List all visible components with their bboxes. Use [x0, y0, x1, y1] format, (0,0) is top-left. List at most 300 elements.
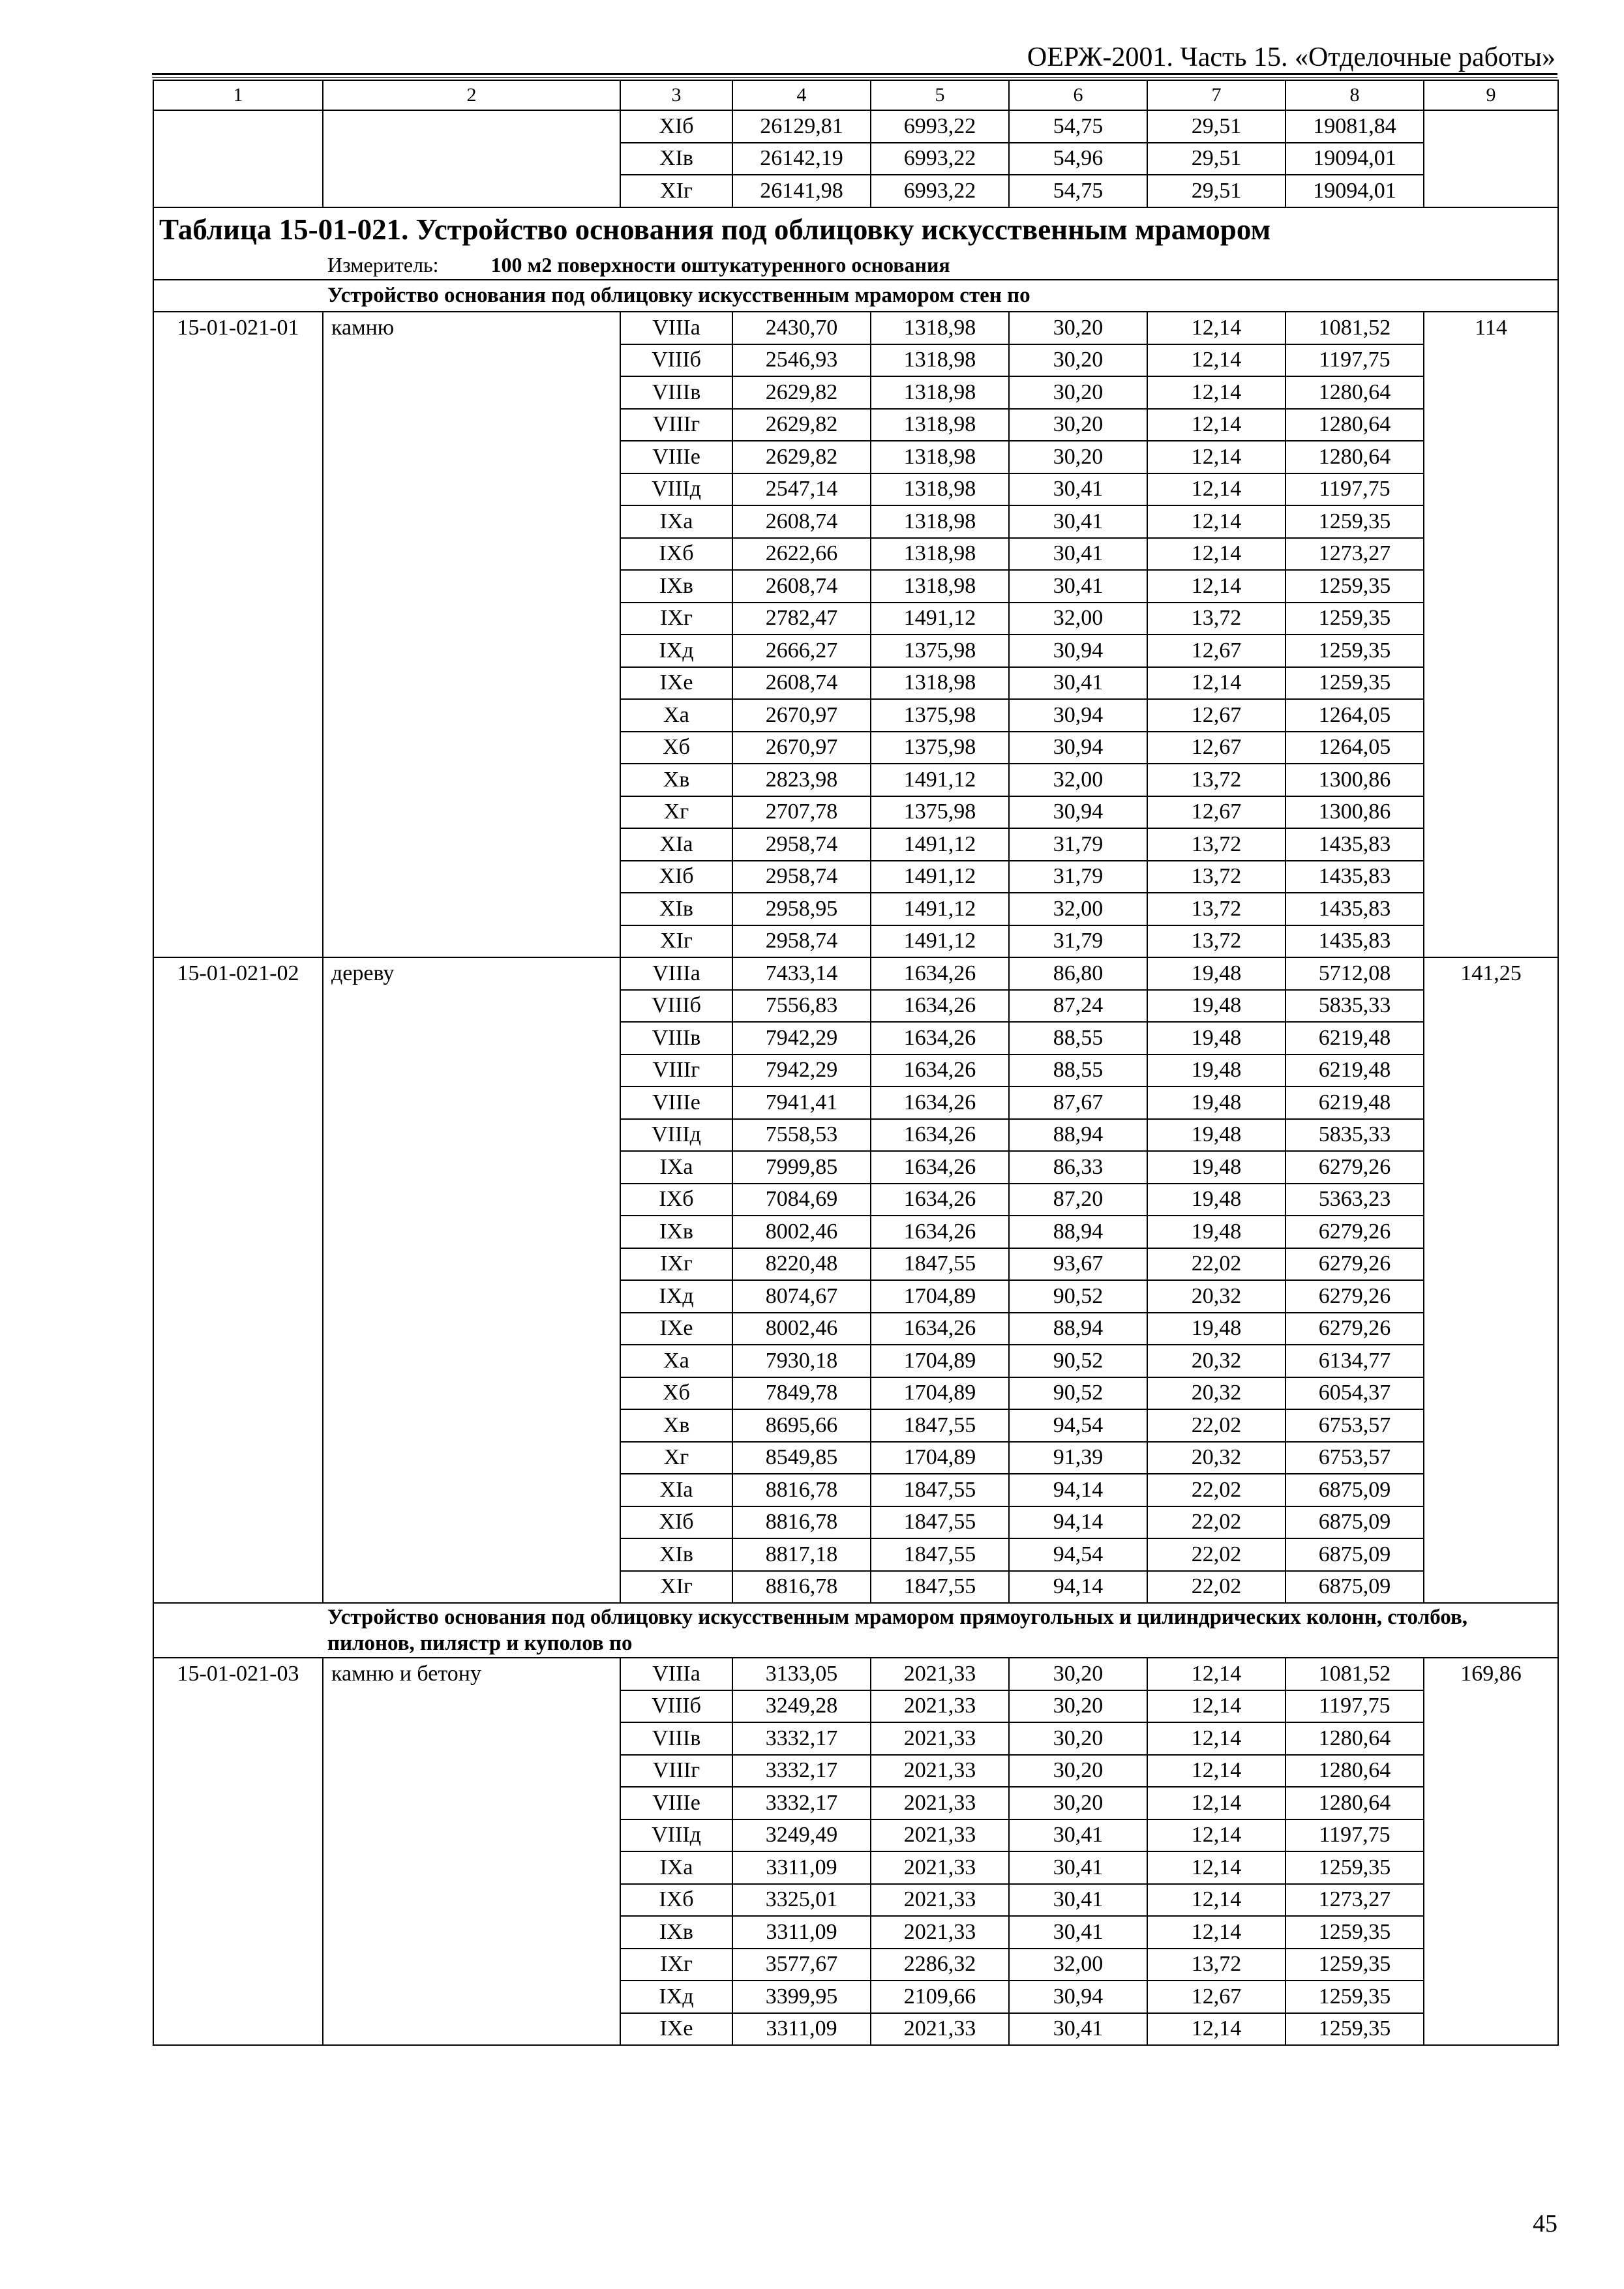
class-cell: VIIIд — [620, 1819, 732, 1852]
value-col5: 2109,66 — [871, 1981, 1009, 2013]
value-col8: 6875,09 — [1286, 1506, 1424, 1539]
value-col8: 1259,35 — [1286, 667, 1424, 700]
value-col5: 1491,12 — [871, 861, 1009, 893]
value-col4: 3311,09 — [732, 2013, 871, 2046]
value-col7: 22,02 — [1147, 1538, 1286, 1571]
value-col4: 3332,17 — [732, 1722, 871, 1755]
value-col6: 94,14 — [1009, 1474, 1147, 1506]
value-col8: 6054,37 — [1286, 1377, 1424, 1410]
value-col6: 86,33 — [1009, 1151, 1147, 1184]
value-col4: 3399,95 — [732, 1981, 871, 2013]
value-col5: 1491,12 — [871, 925, 1009, 958]
value-col6: 90,52 — [1009, 1345, 1147, 1377]
table-title: Таблица 15-01-021. Устройство основания под облицовку искусственным мрамором — [153, 207, 1558, 252]
value-col7: 22,02 — [1147, 1409, 1286, 1442]
rate-code: 15-01-021-01 — [153, 312, 323, 957]
class-cell: VIIIб — [620, 1690, 732, 1723]
value-col7: 13,72 — [1147, 603, 1286, 635]
value-col4: 8816,78 — [732, 1474, 871, 1506]
value-col4: 7433,14 — [732, 957, 871, 990]
value-col6: 88,94 — [1009, 1313, 1147, 1345]
value-col7: 12,14 — [1147, 344, 1286, 377]
value-col5: 1847,55 — [871, 1538, 1009, 1571]
value-col6: 30,41 — [1009, 2013, 1147, 2046]
value-col5: 1634,26 — [871, 1216, 1009, 1248]
value-col8: 19094,01 — [1286, 143, 1424, 175]
value-col8: 1259,35 — [1286, 505, 1424, 538]
value-col4: 7941,41 — [732, 1086, 871, 1119]
value-col5: 1634,26 — [871, 1184, 1009, 1216]
value-col7: 12,14 — [1147, 667, 1286, 700]
value-col8: 1280,64 — [1286, 1722, 1424, 1755]
column-number: 6 — [1009, 80, 1147, 110]
value-col8: 6279,26 — [1286, 1280, 1424, 1313]
value-col6: 30,94 — [1009, 796, 1147, 829]
column-number: 7 — [1147, 80, 1286, 110]
value-col7: 19,48 — [1147, 1086, 1286, 1119]
value-col8: 1259,35 — [1286, 1949, 1424, 1981]
class-cell: Xа — [620, 1345, 732, 1377]
value-col6: 54,75 — [1009, 175, 1147, 207]
class-cell: IXа — [620, 1151, 732, 1184]
value-col7: 12,14 — [1147, 1787, 1286, 1819]
value-col8: 6875,09 — [1286, 1474, 1424, 1506]
class-cell: IXа — [620, 505, 732, 538]
value-col6: 32,00 — [1009, 764, 1147, 796]
value-col6: 87,20 — [1009, 1184, 1147, 1216]
value-col4: 2782,47 — [732, 603, 871, 635]
running-header: ОЕРЖ-2001. Часть 15. «Отделочные работы» — [1027, 42, 1556, 72]
value-col7: 22,02 — [1147, 1474, 1286, 1506]
value-col5: 2021,33 — [871, 1819, 1009, 1852]
page-number: 45 — [1533, 2210, 1557, 2237]
value-col4: 3311,09 — [732, 1916, 871, 1949]
class-cell: Xг — [620, 796, 732, 829]
value-col8: 5712,08 — [1286, 957, 1424, 990]
value-col4: 7942,29 — [732, 1055, 871, 1087]
class-cell: IXв — [620, 1216, 732, 1248]
value-col5: 1634,26 — [871, 990, 1009, 1023]
value-col7: 12,14 — [1147, 312, 1286, 344]
class-cell: IXб — [620, 1184, 732, 1216]
class-cell: IXд — [620, 635, 732, 667]
value-col7: 12,14 — [1147, 570, 1286, 603]
class-cell: VIIIе — [620, 441, 732, 473]
value-col5: 1491,12 — [871, 893, 1009, 925]
value-col8: 6279,26 — [1286, 1151, 1424, 1184]
value-col4: 2958,74 — [732, 925, 871, 958]
value-col5: 6993,22 — [871, 175, 1009, 207]
value-col8: 1259,35 — [1286, 1916, 1424, 1949]
value-col4: 7942,29 — [732, 1022, 871, 1055]
class-cell: VIIIа — [620, 957, 732, 990]
value-col4: 2958,74 — [732, 861, 871, 893]
value-col7: 22,02 — [1147, 1248, 1286, 1281]
value-col4: 3325,01 — [732, 1884, 871, 1917]
class-cell: XIв — [620, 143, 732, 175]
value-col7: 29,51 — [1147, 110, 1286, 143]
value-col8: 1435,83 — [1286, 861, 1424, 893]
value-col5: 1375,98 — [871, 635, 1009, 667]
value-col5: 2021,33 — [871, 1722, 1009, 1755]
value-col4: 7999,85 — [732, 1151, 871, 1184]
value-col8: 5835,33 — [1286, 990, 1424, 1023]
value-col8: 6753,57 — [1286, 1442, 1424, 1474]
section-heading: Устройство основания под облицовку искусственным мрамором стен по — [153, 280, 1558, 312]
value-col7: 12,14 — [1147, 376, 1286, 409]
value-col6: 86,80 — [1009, 957, 1147, 990]
class-cell: IXа — [620, 1851, 732, 1884]
rates-table — [153, 80, 1559, 2046]
value-col7: 12,14 — [1147, 1884, 1286, 1917]
value-col8: 1197,75 — [1286, 1819, 1424, 1852]
value-col6: 30,41 — [1009, 1916, 1147, 1949]
value-col7: 12,14 — [1147, 2013, 1286, 2046]
class-cell: VIIIд — [620, 473, 732, 506]
value-col5: 2021,33 — [871, 1851, 1009, 1884]
table-row — [153, 110, 1558, 143]
value-col6: 30,20 — [1009, 409, 1147, 441]
column-number: 9 — [1424, 80, 1558, 110]
value-col6: 94,54 — [1009, 1409, 1147, 1442]
value-col4: 3577,67 — [732, 1949, 871, 1981]
class-cell: XIа — [620, 828, 732, 861]
value-col8: 1259,35 — [1286, 635, 1424, 667]
value-col8: 1264,05 — [1286, 699, 1424, 732]
table-row — [153, 312, 1558, 344]
value-col4: 3249,49 — [732, 1819, 871, 1852]
class-cell: Xв — [620, 764, 732, 796]
value-col8: 19094,01 — [1286, 175, 1424, 207]
value-col4: 2958,74 — [732, 828, 871, 861]
value-col6: 90,52 — [1009, 1377, 1147, 1410]
value-col7: 19,48 — [1147, 1119, 1286, 1152]
class-cell: VIIIб — [620, 990, 732, 1023]
value-col7: 12,14 — [1147, 1755, 1286, 1788]
value-col8: 1081,52 — [1286, 1658, 1424, 1690]
class-cell: IXг — [620, 1248, 732, 1281]
value-col8: 6875,09 — [1286, 1571, 1424, 1604]
column-number: 8 — [1286, 80, 1424, 110]
work-name: камню и бетону — [323, 1658, 620, 2045]
value-col5: 1704,89 — [871, 1345, 1009, 1377]
value-col4: 3332,17 — [732, 1755, 871, 1788]
class-cell: VIIIа — [620, 312, 732, 344]
work-name: камню — [323, 312, 620, 957]
rate-code: 15-01-021-02 — [153, 957, 323, 1603]
value-col5: 1318,98 — [871, 344, 1009, 377]
value-col6: 30,41 — [1009, 667, 1147, 700]
value-col7: 20,32 — [1147, 1280, 1286, 1313]
column-number: 2 — [323, 80, 620, 110]
class-cell: IXе — [620, 667, 732, 700]
class-cell: IXд — [620, 1280, 732, 1313]
value-col5: 1375,98 — [871, 699, 1009, 732]
value-col6: 31,79 — [1009, 861, 1147, 893]
value-col4: 2670,97 — [732, 732, 871, 764]
class-cell: Xб — [620, 732, 732, 764]
value-col5: 1318,98 — [871, 409, 1009, 441]
value-col6: 30,20 — [1009, 1755, 1147, 1788]
value-col7: 12,14 — [1147, 1851, 1286, 1884]
rate-code: 15-01-021-03 — [153, 1658, 323, 2045]
col9-value: 169,86 — [1424, 1658, 1558, 2045]
value-col5: 1634,26 — [871, 1055, 1009, 1087]
value-col7: 20,32 — [1147, 1377, 1286, 1410]
section-heading-row — [153, 1603, 1558, 1658]
value-col7: 29,51 — [1147, 143, 1286, 175]
value-col8: 1300,86 — [1286, 796, 1424, 829]
class-cell: IXв — [620, 1916, 732, 1949]
class-cell: Xб — [620, 1377, 732, 1410]
value-col7: 19,48 — [1147, 1022, 1286, 1055]
value-col4: 2629,82 — [732, 409, 871, 441]
value-col5: 1634,26 — [871, 1086, 1009, 1119]
value-col5: 1318,98 — [871, 376, 1009, 409]
value-col4: 3133,05 — [732, 1658, 871, 1690]
value-col7: 20,32 — [1147, 1345, 1286, 1377]
section-heading-row — [153, 280, 1558, 312]
section-heading: Устройство основания под облицовку искусственным мрамором прямоугольных и цилиндрических колонн, столбов, пилонов, пилястр и куполов по — [153, 1603, 1558, 1658]
value-col4: 2629,82 — [732, 441, 871, 473]
value-col6: 93,67 — [1009, 1248, 1147, 1281]
value-col8: 6279,26 — [1286, 1313, 1424, 1345]
class-cell: VIIIд — [620, 1119, 732, 1152]
value-col7: 12,67 — [1147, 732, 1286, 764]
class-cell: XIв — [620, 893, 732, 925]
value-col8: 1280,64 — [1286, 1755, 1424, 1788]
value-col8: 1259,35 — [1286, 603, 1424, 635]
value-col4: 7084,69 — [732, 1184, 871, 1216]
value-col7: 13,72 — [1147, 1949, 1286, 1981]
value-col5: 1634,26 — [871, 1313, 1009, 1345]
value-col7: 12,14 — [1147, 1819, 1286, 1852]
value-col5: 1634,26 — [871, 1022, 1009, 1055]
value-col6: 88,55 — [1009, 1055, 1147, 1087]
class-cell: VIIIг — [620, 1055, 732, 1087]
column-number: 3 — [620, 80, 732, 110]
value-col8: 1273,27 — [1286, 538, 1424, 571]
value-col7: 13,72 — [1147, 893, 1286, 925]
value-col5: 1634,26 — [871, 1119, 1009, 1152]
value-col4: 8817,18 — [732, 1538, 871, 1571]
measure-value: 100 м2 поверхности оштукатуренного основания — [490, 253, 950, 277]
table-row — [153, 1658, 1558, 1690]
value-col6: 32,00 — [1009, 893, 1147, 925]
value-col6: 30,41 — [1009, 1819, 1147, 1852]
value-col6: 30,41 — [1009, 1851, 1147, 1884]
value-col5: 1375,98 — [871, 796, 1009, 829]
value-col5: 2021,33 — [871, 1755, 1009, 1788]
value-col4: 26141,98 — [732, 175, 871, 207]
value-col4: 3249,28 — [732, 1690, 871, 1723]
measure-row — [153, 252, 1558, 280]
class-cell: XIб — [620, 861, 732, 893]
header-rule-thin — [152, 77, 1557, 78]
class-cell: XIб — [620, 1506, 732, 1539]
value-col8: 1280,64 — [1286, 376, 1424, 409]
value-col6: 30,94 — [1009, 732, 1147, 764]
value-col4: 8816,78 — [732, 1506, 871, 1539]
value-col8: 6134,77 — [1286, 1345, 1424, 1377]
value-col7: 19,48 — [1147, 1313, 1286, 1345]
value-col7: 12,14 — [1147, 538, 1286, 571]
class-cell: IXв — [620, 570, 732, 603]
value-col4: 3332,17 — [732, 1787, 871, 1819]
value-col4: 26129,81 — [732, 110, 871, 143]
empty-col9-cell — [1424, 110, 1558, 207]
value-col4: 2622,66 — [732, 538, 871, 571]
value-col8: 1259,35 — [1286, 2013, 1424, 2046]
value-col4: 2958,95 — [732, 893, 871, 925]
value-col4: 2666,27 — [732, 635, 871, 667]
value-col6: 88,55 — [1009, 1022, 1147, 1055]
value-col6: 54,75 — [1009, 110, 1147, 143]
value-col7: 19,48 — [1147, 1151, 1286, 1184]
value-col7: 22,02 — [1147, 1571, 1286, 1604]
header-rule-thick — [152, 73, 1557, 75]
class-cell: IXб — [620, 538, 732, 571]
value-col6: 88,94 — [1009, 1216, 1147, 1248]
value-col6: 54,96 — [1009, 143, 1147, 175]
value-col8: 1264,05 — [1286, 732, 1424, 764]
value-col5: 1847,55 — [871, 1409, 1009, 1442]
value-col7: 12,14 — [1147, 1722, 1286, 1755]
value-col7: 12,14 — [1147, 441, 1286, 473]
value-col6: 30,41 — [1009, 1884, 1147, 1917]
table-row — [153, 957, 1558, 990]
value-col6: 31,79 — [1009, 925, 1147, 958]
value-col8: 6219,48 — [1286, 1055, 1424, 1087]
value-col6: 30,41 — [1009, 473, 1147, 506]
value-col8: 1273,27 — [1286, 1884, 1424, 1917]
value-col5: 1318,98 — [871, 667, 1009, 700]
column-number: 1 — [153, 80, 323, 110]
value-col7: 19,48 — [1147, 1184, 1286, 1216]
measure-cell — [153, 252, 1558, 280]
value-col5: 1491,12 — [871, 603, 1009, 635]
value-col4: 3311,09 — [732, 1851, 871, 1884]
value-col8: 1300,86 — [1286, 764, 1424, 796]
empty-code-cell — [153, 110, 323, 207]
value-col4: 2547,14 — [732, 473, 871, 506]
value-col4: 8074,67 — [732, 1280, 871, 1313]
value-col4: 2608,74 — [732, 570, 871, 603]
value-col5: 2021,33 — [871, 1658, 1009, 1690]
value-col5: 6993,22 — [871, 110, 1009, 143]
value-col7: 12,67 — [1147, 1981, 1286, 2013]
value-col6: 30,94 — [1009, 635, 1147, 667]
value-col7: 13,72 — [1147, 764, 1286, 796]
value-col7: 13,72 — [1147, 861, 1286, 893]
value-col6: 30,94 — [1009, 1981, 1147, 2013]
value-col5: 2286,32 — [871, 1949, 1009, 1981]
value-col5: 6993,22 — [871, 143, 1009, 175]
value-col7: 12,14 — [1147, 505, 1286, 538]
class-cell: VIIIе — [620, 1086, 732, 1119]
value-col6: 30,20 — [1009, 344, 1147, 377]
value-col8: 1280,64 — [1286, 409, 1424, 441]
value-col6: 30,20 — [1009, 1722, 1147, 1755]
value-col8: 1259,35 — [1286, 1851, 1424, 1884]
table-title-row — [153, 207, 1558, 252]
value-col7: 12,14 — [1147, 1658, 1286, 1690]
class-cell: VIIIг — [620, 1755, 732, 1788]
value-col6: 30,20 — [1009, 441, 1147, 473]
value-col8: 1197,75 — [1286, 473, 1424, 506]
value-col7: 20,32 — [1147, 1442, 1286, 1474]
value-col5: 1704,89 — [871, 1280, 1009, 1313]
value-col5: 1318,98 — [871, 441, 1009, 473]
value-col4: 7849,78 — [732, 1377, 871, 1410]
class-cell: VIIIв — [620, 1022, 732, 1055]
value-col7: 12,14 — [1147, 409, 1286, 441]
value-col4: 7558,53 — [732, 1119, 871, 1152]
value-col6: 88,94 — [1009, 1119, 1147, 1152]
value-col4: 2430,70 — [732, 312, 871, 344]
value-col6: 91,39 — [1009, 1442, 1147, 1474]
value-col5: 2021,33 — [871, 1787, 1009, 1819]
value-col5: 2021,33 — [871, 1884, 1009, 1917]
value-col4: 2707,78 — [732, 796, 871, 829]
value-col8: 5835,33 — [1286, 1119, 1424, 1152]
value-col8: 6279,26 — [1286, 1248, 1424, 1281]
value-col8: 1197,75 — [1286, 1690, 1424, 1723]
value-col7: 12,67 — [1147, 796, 1286, 829]
value-col8: 6219,48 — [1286, 1086, 1424, 1119]
value-col8: 19081,84 — [1286, 110, 1424, 143]
class-cell: XIг — [620, 1571, 732, 1604]
column-number: 4 — [732, 80, 871, 110]
value-col6: 30,94 — [1009, 699, 1147, 732]
value-col5: 1318,98 — [871, 570, 1009, 603]
value-col8: 1197,75 — [1286, 344, 1424, 377]
class-cell: IXе — [620, 1313, 732, 1345]
value-col7: 13,72 — [1147, 925, 1286, 958]
column-number: 5 — [871, 80, 1009, 110]
value-col7: 12,14 — [1147, 1916, 1286, 1949]
value-col8: 1435,83 — [1286, 828, 1424, 861]
col9-value: 141,25 — [1424, 957, 1558, 1603]
value-col5: 1375,98 — [871, 732, 1009, 764]
value-col4: 8695,66 — [732, 1409, 871, 1442]
value-col5: 1847,55 — [871, 1474, 1009, 1506]
value-col8: 6753,57 — [1286, 1409, 1424, 1442]
value-col8: 1259,35 — [1286, 1981, 1424, 2013]
value-col4: 2608,74 — [732, 505, 871, 538]
value-col5: 2021,33 — [871, 1690, 1009, 1723]
class-cell: Xа — [620, 699, 732, 732]
class-cell: VIIIа — [620, 1658, 732, 1690]
value-col6: 30,20 — [1009, 376, 1147, 409]
class-cell: Xв — [620, 1409, 732, 1442]
value-col4: 2608,74 — [732, 667, 871, 700]
value-col6: 87,24 — [1009, 990, 1147, 1023]
class-cell: VIIIг — [620, 409, 732, 441]
value-col4: 26142,19 — [732, 143, 871, 175]
value-col6: 94,54 — [1009, 1538, 1147, 1571]
value-col8: 6875,09 — [1286, 1538, 1424, 1571]
value-col5: 1318,98 — [871, 505, 1009, 538]
class-cell: IXг — [620, 1949, 732, 1981]
value-col5: 1847,55 — [871, 1248, 1009, 1281]
value-col5: 2021,33 — [871, 1916, 1009, 1949]
value-col5: 1491,12 — [871, 828, 1009, 861]
class-cell: Xг — [620, 1442, 732, 1474]
value-col6: 32,00 — [1009, 603, 1147, 635]
value-col5: 1318,98 — [871, 312, 1009, 344]
value-col8: 5363,23 — [1286, 1184, 1424, 1216]
